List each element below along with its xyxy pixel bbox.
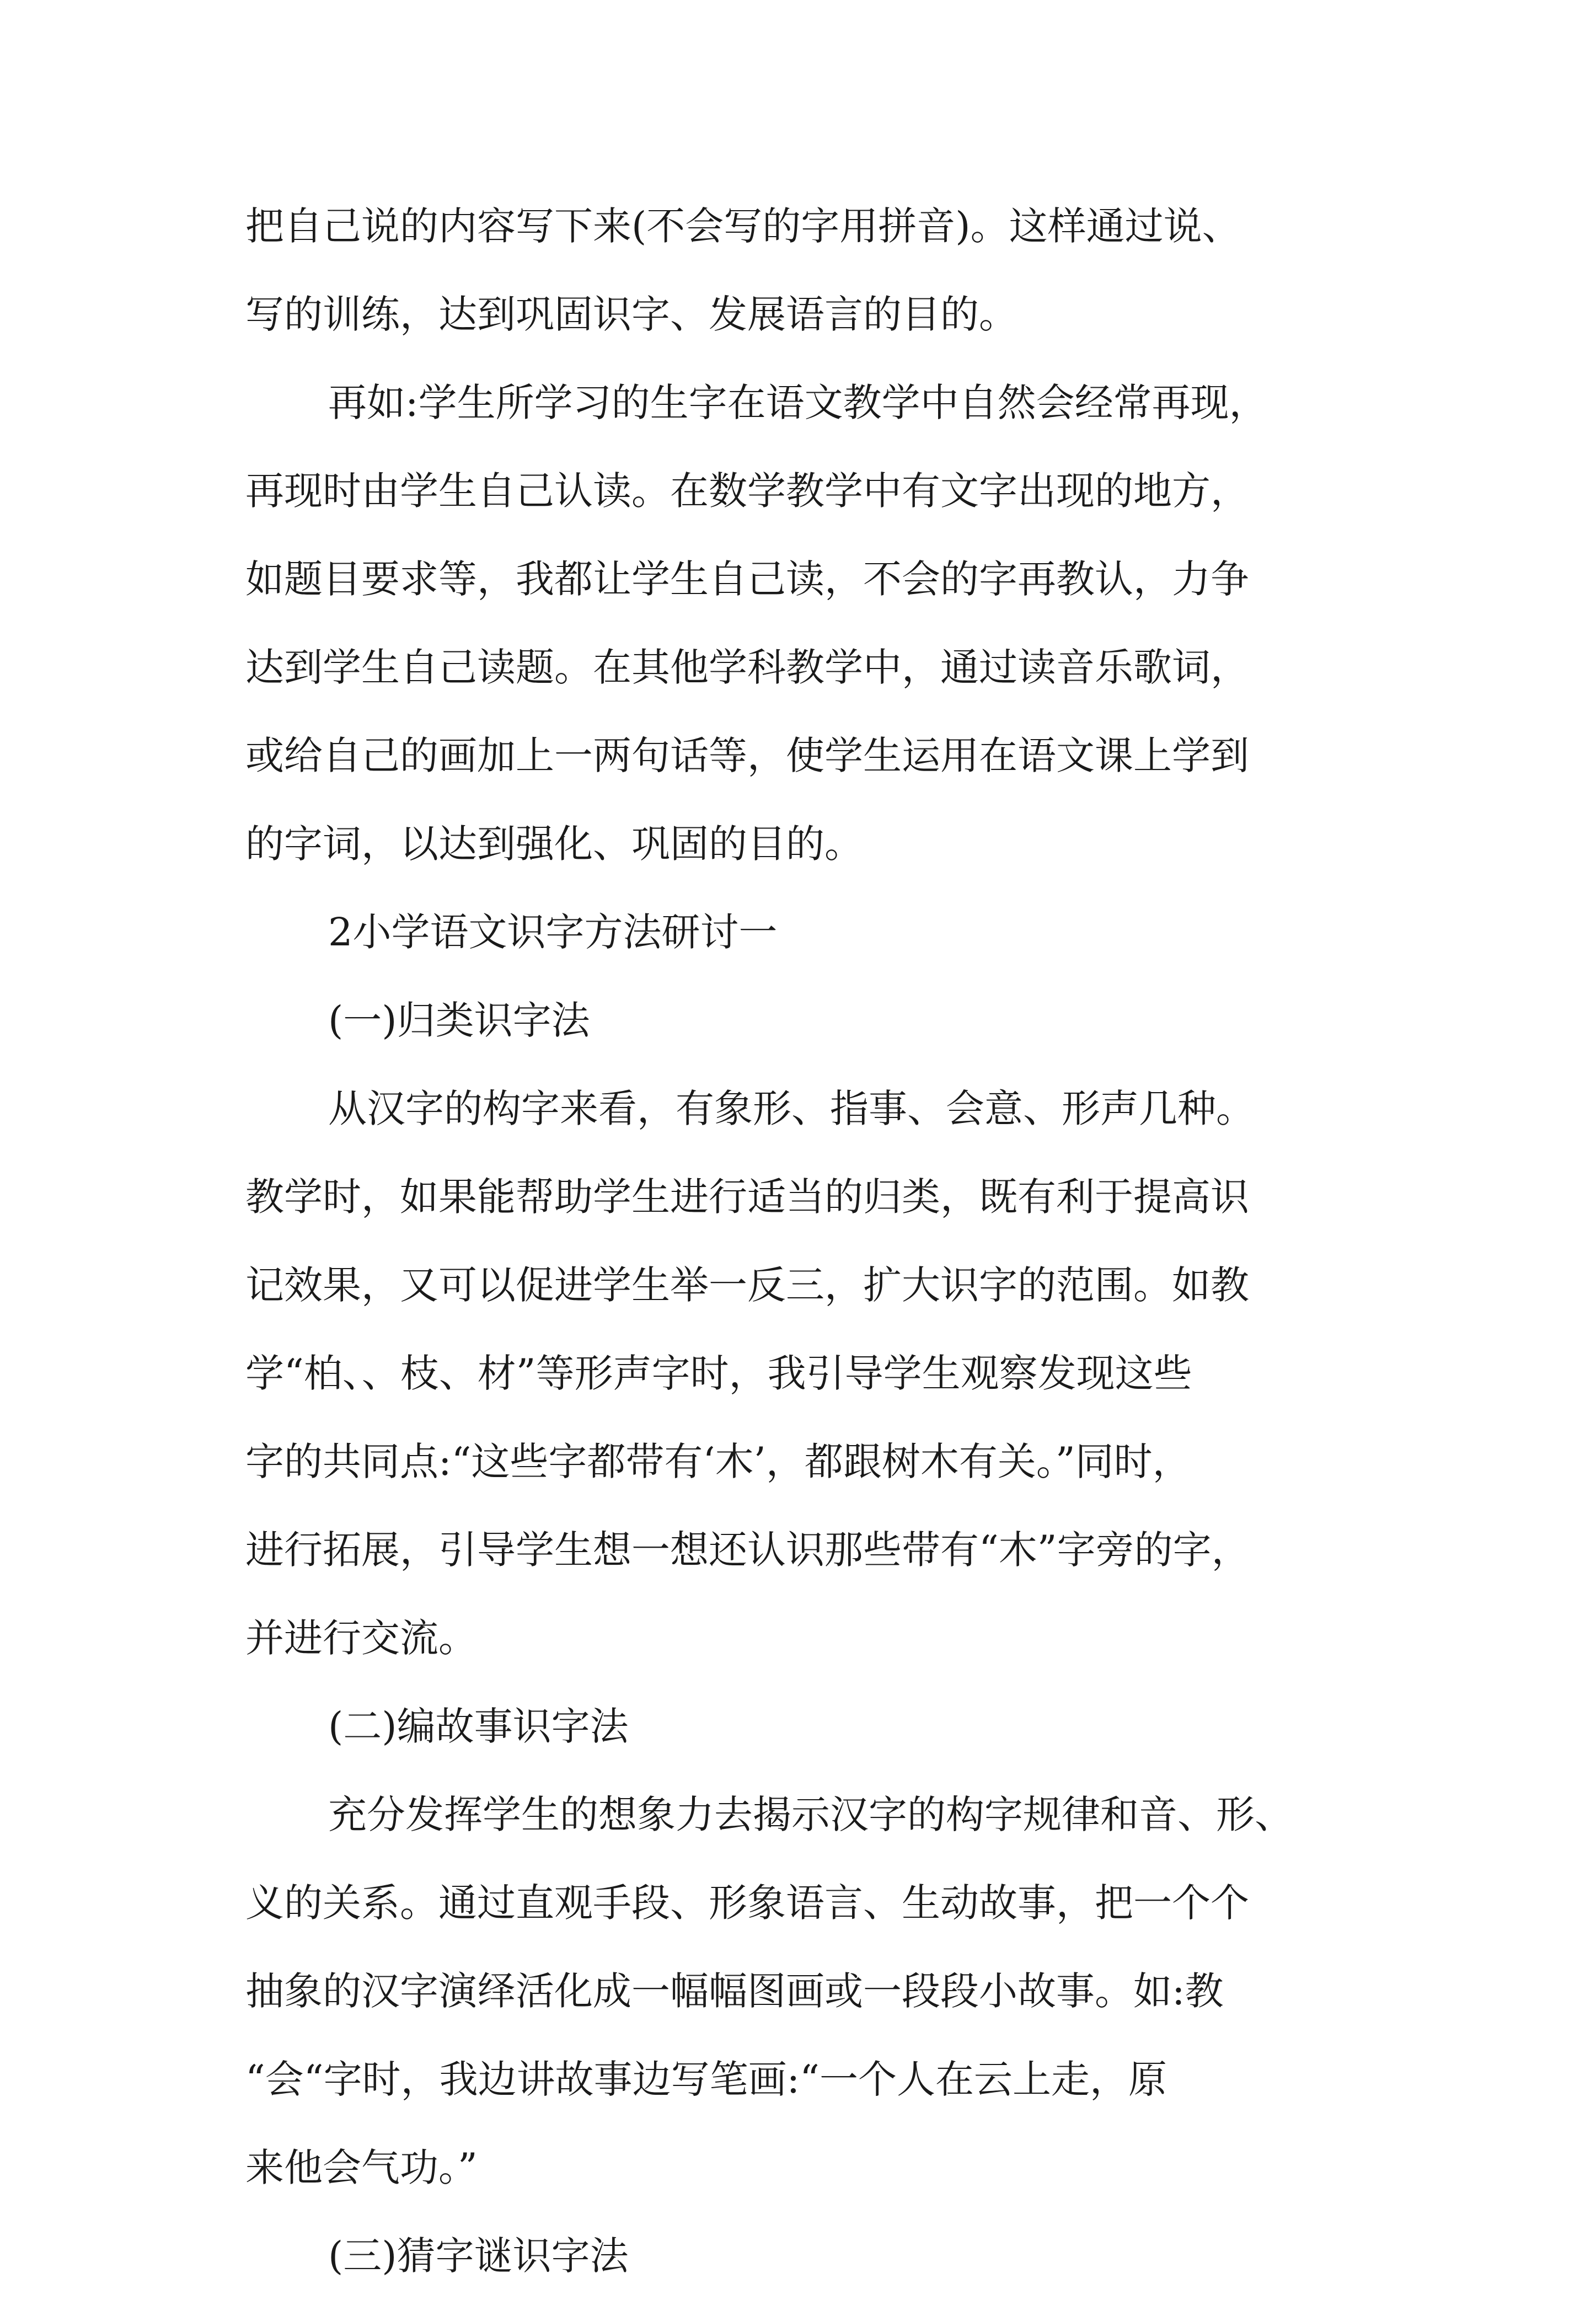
text-line: 义的关系。通过直观手段、形象语言、生动故事，把一个个 — [245, 1880, 1249, 1925]
section-heading: 2小学语文识字方法研讨一 — [328, 910, 778, 955]
subsection-heading: (三)猜字谜识字法 — [328, 2233, 629, 2278]
text-line: 并进行交流。 — [245, 1616, 477, 1661]
text-line: 学“柏、、枝、材”等形声字时，我引导学生观察发现这些 — [245, 1351, 1192, 1396]
text-line: 写的训练，达到巩固识字、发展语言的目的。 — [245, 292, 1017, 337]
text-line: 把自己说的内容写下来(不会写的字用拼音)。这样通过说、 — [245, 204, 1241, 249]
document-body — [245, 182, 1415, 2300]
text-line: 抽象的汉字演绎活化成一幅幅图画或一段段小故事。如:教 — [245, 1969, 1224, 2014]
text-line: 的字词，以达到强化、巩固的目的。 — [245, 821, 863, 866]
text-line: 充分发挥学生的想象力去揭示汉字的构字规律和音、形、 — [328, 1792, 1293, 1837]
text-line: 达到学生自己读题。在其他学科教学中，通过读音乐歌词， — [245, 645, 1249, 690]
text-line: 或给自己的画加上一两句话等，使学生运用在语文课上学到 — [245, 733, 1249, 778]
text-line: 再如:学生所学习的生字在语文教学中自然会经常再现， — [328, 380, 1268, 425]
subsection-heading: (一)归类识字法 — [328, 998, 590, 1043]
text-line: 再现时由学生自己认读。在数学教学中有文字出现的地方， — [245, 468, 1249, 514]
text-line: 记效果，又可以促进学生举一反三，扩大识字的范围。如教 — [245, 1263, 1249, 1308]
subsection-heading: (二)编故事识字法 — [328, 1704, 629, 1749]
text-line: 教学时，如果能帮助学生进行适当的归类，既有利于提高识 — [245, 1174, 1249, 1219]
text-line: 如题目要求等，我都让学生自己读，不会的字再教认，力争 — [245, 557, 1249, 602]
text-line: 来他会气功。” — [245, 2145, 478, 2190]
text-line: 进行拓展，引导学生想一想还认识那些带有“木”字旁的字， — [245, 1527, 1250, 1572]
text-line: “会“字时，我边讲故事边写笔画:“一个人在云上走，原 — [245, 2057, 1167, 2102]
text-line: 字的共同点:“这些字都带有‘木’，都跟树木有关。”同时， — [245, 1439, 1191, 1484]
text-line: 从汉字的构字来看，有象形、指事、会意、形声几种。 — [328, 1086, 1255, 1131]
